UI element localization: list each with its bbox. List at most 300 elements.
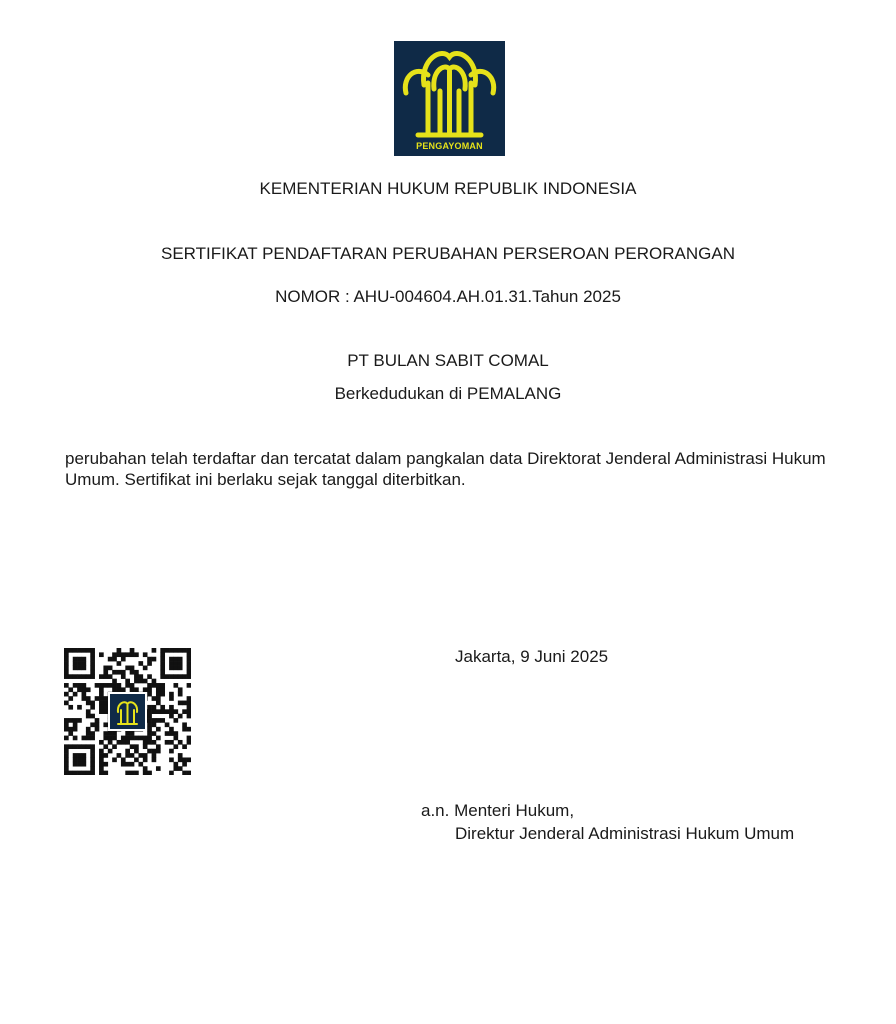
qr-module [169,749,174,754]
qr-module [125,736,130,741]
qr-module [112,683,117,688]
qr-module [117,670,122,675]
qr-module [187,705,191,710]
qr-module [178,661,183,666]
qr-module [90,757,95,762]
qr-module [160,705,165,710]
qr-module [99,771,104,775]
qr-module [108,736,113,741]
qr-module [160,687,165,692]
qr-module [86,744,91,749]
qr-module [112,657,117,662]
qr-module [187,771,191,775]
qr-module [147,771,152,775]
qr-module [173,766,178,771]
qr-module [90,661,95,666]
qr-module [68,744,73,749]
qr-module [152,718,157,723]
qr-module [178,701,183,706]
qr-module [68,718,73,723]
qr-module [73,736,78,741]
qr-module [112,679,117,684]
qr-module [169,771,174,775]
qr-module [182,701,187,706]
qr-module [103,771,108,775]
registration-statement: perubahan telah terdaftar dan tercatat dalam pangkalan data Direktorat Jenderal Administrasi Hukum Umum. Sertifikat ini berlaku sejak tanggal diterbitkan. [65,449,826,489]
qr-module [95,727,100,732]
qr-module [173,762,178,767]
qr-module [77,744,82,749]
qr-module [86,771,91,775]
qr-module [134,744,139,749]
qr-module [95,696,100,701]
qr-module [160,709,165,714]
qr-module [68,727,73,732]
qr-module [152,709,157,714]
qr-module [112,670,117,675]
qr-module [152,749,157,754]
qr-module [117,648,122,653]
qr-module [103,683,108,688]
qr-module [99,652,104,657]
qr-module [156,696,161,701]
qr-module [138,674,143,679]
qr-module [95,718,100,723]
qr-module [178,714,183,719]
qr-module [156,687,161,692]
qr-module [173,718,178,723]
qr-module [121,740,126,745]
qr-module [138,753,143,758]
qr-module [165,722,170,727]
qr-module [99,674,104,679]
company-domicile: Berkedudukan di PEMALANG [334,384,562,403]
qr-module [86,709,91,714]
qr-module [73,757,78,762]
qr-module [64,762,69,767]
qr-module [90,766,95,771]
qr-module [64,661,69,666]
qr-module [187,683,191,688]
qr-module [64,701,69,706]
qr-module [82,666,87,671]
qr-module [73,683,78,688]
qr-module [90,652,95,657]
qr-module [182,762,187,767]
qr-module [82,692,87,697]
qr-module [86,714,91,719]
qr-module [147,727,152,732]
qr-module [169,692,174,697]
qr-module [108,749,113,754]
qr-module [130,753,135,758]
qr-module [182,727,187,732]
qr-module [130,762,135,767]
qr-module [169,674,174,679]
qr-module [125,740,130,745]
qr-module [187,661,191,666]
qr-module [125,762,130,767]
qr-module [121,670,126,675]
qr-module [138,736,143,741]
qr-module [147,736,152,741]
qr-module [82,687,87,692]
qr-module [152,757,157,762]
qr-module [187,670,191,675]
qr-module [125,771,130,775]
qr-module [64,766,69,771]
qr-module [121,652,126,657]
qr-module [160,683,165,688]
qr-module [90,771,95,775]
qr-module [147,705,152,710]
qr-module [130,652,135,657]
qr-module [156,727,161,732]
qr-module [73,722,78,727]
qr-module [99,692,104,697]
qr-module [73,666,78,671]
qr-module [90,731,95,736]
qr-module [187,709,191,714]
qr-module [187,740,191,745]
signatory-title: Direktur Jenderal Administrasi Hukum Umum [455,824,795,843]
qr-module [73,753,78,758]
qr-module [143,757,148,762]
qr-module [130,648,135,653]
qr-module [64,736,69,741]
qr-module [182,709,187,714]
qr-module [82,648,87,653]
qr-module [99,766,104,771]
qr-module [134,674,139,679]
qr-module [134,679,139,684]
qr-module [73,718,78,723]
qr-module [182,648,187,653]
certificate-title: SERTIFIKAT PENDAFTARAN PERUBAHAN PERSEROAN PERORANGAN [160,244,735,263]
qr-module [90,670,95,675]
qr-module [125,683,130,688]
qr-module [64,722,69,727]
qr-module [103,666,108,671]
qr-center-emblem [108,692,147,731]
qr-module [173,744,178,749]
qr-module [178,687,183,692]
qr-module [77,757,82,762]
qr-module [143,666,148,671]
qr-module [178,757,183,762]
qr-module [99,757,104,762]
qr-module [82,771,87,775]
qr-module [64,692,69,697]
qr-module [121,657,126,662]
qr-module [169,709,174,714]
qr-module [99,705,104,710]
qr-module [182,757,187,762]
qr-module [147,657,152,662]
qr-module [143,766,148,771]
qr-module [138,661,143,666]
qr-module [130,683,135,688]
qr-module [73,648,78,653]
signatory-on-behalf: a.n. Menteri Hukum, [421,801,575,820]
qr-module [147,722,152,727]
qr-module [187,666,191,671]
qr-module [152,683,157,688]
qr-module [64,683,69,688]
qr-module [160,670,165,675]
qr-module [73,771,78,775]
qr-module [147,661,152,666]
qr-module [147,674,152,679]
qr-module [152,648,157,653]
qr-module [173,674,178,679]
qr-module [187,652,191,657]
qr-code [64,648,191,775]
qr-module [103,744,108,749]
qr-module [147,692,152,697]
qr-module [173,657,178,662]
qr-module [90,722,95,727]
qr-module [134,771,139,775]
qr-module [178,740,183,745]
qr-module [143,736,148,741]
qr-module [82,757,87,762]
qr-module [82,657,87,662]
pengayoman-logo [394,41,505,156]
qr-module [143,744,148,749]
qr-module [108,683,113,688]
qr-module [68,687,73,692]
qr-module [187,757,191,762]
qr-module [152,740,157,745]
qr-module [125,666,130,671]
qr-module [156,683,161,688]
qr-module [99,709,104,714]
qr-module [99,762,104,767]
qr-module [173,736,178,741]
qr-module [117,683,122,688]
qr-module [103,736,108,741]
qr-module [64,753,69,758]
qr-module [86,674,91,679]
qr-module [77,771,82,775]
qr-module [187,696,191,701]
qr-module [103,753,108,758]
qr-module [103,674,108,679]
qr-module [156,749,161,754]
qr-module [90,714,95,719]
pengayoman-mini-icon [110,694,145,729]
qr-module [147,740,152,745]
qr-module [178,666,183,671]
qr-module [182,744,187,749]
qr-module [77,687,82,692]
qr-module [77,661,82,666]
qr-module [156,766,161,771]
qr-module [108,674,113,679]
qr-module [73,674,78,679]
qr-module [156,744,161,749]
qr-module [121,762,126,767]
qr-module [108,657,113,662]
qr-module [156,709,161,714]
qr-module [117,753,122,758]
logo-caption: PENGAYOMAN [416,141,483,151]
qr-module [64,657,69,662]
qr-module [143,753,148,758]
qr-module [112,757,117,762]
qr-module [64,648,69,653]
qr-module [73,657,78,662]
qr-module [73,762,78,767]
qr-module [130,736,135,741]
qr-module [125,679,130,684]
qr-module [77,762,82,767]
qr-module [77,657,82,662]
qr-module [90,749,95,754]
qr-module [178,692,183,697]
qr-module [86,701,91,706]
qr-module [103,670,108,675]
qr-module [112,736,117,741]
qr-module [169,727,174,732]
qr-module [82,674,87,679]
qr-module [82,736,87,741]
qr-module [99,749,104,754]
qr-module [64,652,69,657]
qr-module [68,705,73,710]
qr-module [178,657,183,662]
qr-module [178,766,183,771]
qr-module [64,749,69,754]
qr-module [147,687,152,692]
qr-module [134,749,139,754]
qr-module [125,652,130,657]
qr-module [165,674,170,679]
qr-module [182,674,187,679]
qr-module [130,670,135,675]
qr-module [169,661,174,666]
qr-module [99,701,104,706]
qr-module [160,661,165,666]
qr-module [169,696,174,701]
qr-module [90,762,95,767]
qr-module [169,657,174,662]
qr-module [77,705,82,710]
qr-module [173,683,178,688]
qr-module [73,692,78,697]
qr-module [99,753,104,758]
qr-module [165,740,170,745]
qr-module [90,657,95,662]
qr-module [173,648,178,653]
qr-module [64,771,69,775]
qr-module [160,674,165,679]
qr-module [99,696,104,701]
qr-module [187,657,191,662]
qr-module [160,657,165,662]
qr-module [187,736,191,741]
qr-module [108,740,113,745]
qr-module [82,696,87,701]
qr-module [143,740,148,745]
qr-module [169,740,174,745]
qr-module [77,648,82,653]
qr-module [147,714,152,719]
qr-module [108,666,113,671]
qr-module [64,744,69,749]
qr-module [117,661,122,666]
qr-module [143,771,148,775]
qr-module [64,718,69,723]
qr-module [152,679,157,684]
qr-module [90,666,95,671]
qr-module [134,736,139,741]
qr-module [187,727,191,732]
qr-module [130,666,135,671]
qr-module [82,753,87,758]
qr-module [77,674,82,679]
qr-module [73,661,78,666]
qr-module [152,657,157,662]
qr-module [165,709,170,714]
qr-module [160,666,165,671]
qr-module [165,648,170,653]
qr-module [160,718,165,723]
qr-module [169,666,174,671]
qr-module [178,674,183,679]
qr-module [178,648,183,653]
qr-module [77,718,82,723]
qr-module [160,652,165,657]
qr-module [121,736,126,741]
place-and-date: Jakarta, 9 Juni 2025 [455,647,609,666]
qr-module [169,648,174,653]
qr-module [173,661,178,666]
qr-module [187,701,191,706]
company-name: PT BULAN SABIT COMAL [347,351,549,370]
certificate-number: NOMOR : AHU-004604.AH.01.31.Tahun 2025 [275,287,621,306]
qr-module [86,687,91,692]
qr-module [99,740,104,745]
qr-module [64,670,69,675]
qr-module [152,753,157,758]
qr-module [160,648,165,653]
qr-module [160,692,165,697]
qr-module [90,705,95,710]
qr-module [82,683,87,688]
qr-module [187,714,191,719]
qr-module [187,674,191,679]
qr-module [77,666,82,671]
qr-module [90,701,95,706]
qr-module [130,744,135,749]
qr-module [64,727,69,732]
qr-module [68,771,73,775]
qr-module [112,652,117,657]
qr-module [121,757,126,762]
qr-module [95,722,100,727]
qr-module [103,731,108,736]
qr-module [152,696,157,701]
qr-module [143,652,148,657]
qr-module [99,687,104,692]
qr-module [90,753,95,758]
qr-module [173,731,178,736]
qr-module [169,757,174,762]
qr-module [77,683,82,688]
qr-module [147,683,152,688]
